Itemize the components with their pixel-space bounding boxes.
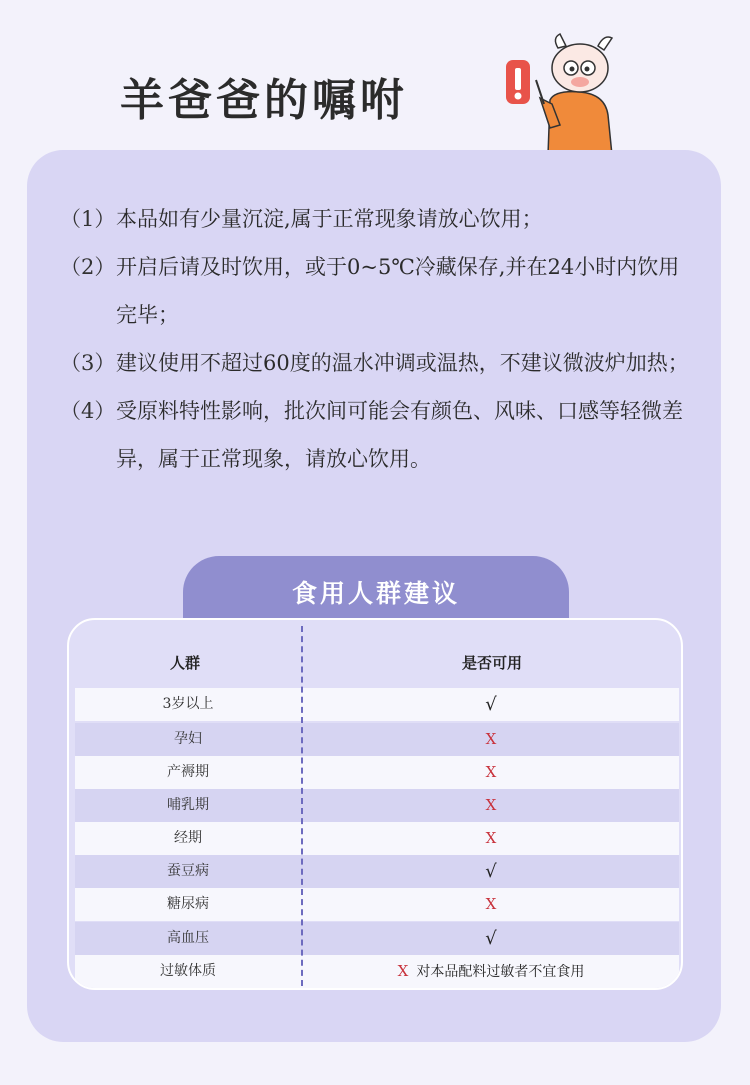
table-title: 食用人群建议 [291, 579, 460, 608]
table-row [75, 955, 679, 988]
note-text: 建议使用不超过60度的温水冲调或温热，不建议微波炉加热； [116, 351, 689, 375]
note-text: 开启后请及时饮用，或于0~5℃冷藏保存,并在24小时内饮用完毕； [116, 255, 680, 327]
table-row [75, 922, 679, 955]
audience-table [67, 618, 683, 990]
group-cell: 哺乳期 [167, 797, 209, 813]
note-text: 受原料特性影响，批次间可能会有颜色、风味、口感等轻微差异，属于正常现象，请放心饮用。 [116, 399, 683, 471]
group-cell: 糖尿病 [167, 896, 209, 912]
note-item [60, 387, 700, 483]
check-mark: √ [485, 861, 497, 882]
group-cell: 过敏体质 [160, 963, 216, 979]
table-row [75, 688, 679, 721]
table-row [75, 789, 679, 822]
cross-mark: X [485, 796, 497, 814]
group-cell: 经期 [174, 830, 202, 846]
page-title: 羊爸爸的嘱咐 [120, 75, 408, 126]
note-number: （1） [60, 207, 116, 231]
note-number: （2） [60, 255, 116, 279]
cross-mark: X [397, 962, 409, 980]
note-number: （4） [60, 399, 116, 423]
note-text: 本品如有少量沉淀,属于正常现象请放心饮用； [116, 207, 543, 231]
table-tab [183, 556, 569, 626]
check-mark: √ [485, 694, 497, 715]
table-row [75, 822, 679, 855]
note-item [60, 339, 700, 387]
table-row [75, 723, 679, 756]
group-cell: 3岁以上 [162, 696, 214, 712]
table-row [75, 756, 679, 789]
note-item [60, 195, 700, 243]
cross-mark: X [485, 730, 497, 748]
group-cell: 孕妇 [174, 731, 202, 747]
table-row [75, 855, 679, 888]
note-number: （3） [60, 351, 116, 375]
column-divider [301, 626, 303, 986]
note-item [60, 243, 700, 339]
header-group: 人群 [169, 654, 200, 672]
table-row [75, 888, 679, 921]
cross-mark: X [485, 895, 497, 913]
cross-mark: X [485, 829, 497, 847]
table-header [69, 620, 681, 688]
sheep-teacher-illustration [500, 20, 620, 155]
header-usable: 是否可用 [461, 654, 522, 672]
cross-mark: X [485, 763, 497, 781]
notes-list [60, 195, 700, 483]
allergy-note: 对本品配料过敏者不宜食用 [416, 964, 585, 980]
check-mark: √ [485, 928, 497, 949]
group-cell: 产褥期 [167, 764, 209, 780]
group-cell: 蚕豆病 [167, 863, 209, 879]
group-cell: 高血压 [167, 930, 209, 946]
